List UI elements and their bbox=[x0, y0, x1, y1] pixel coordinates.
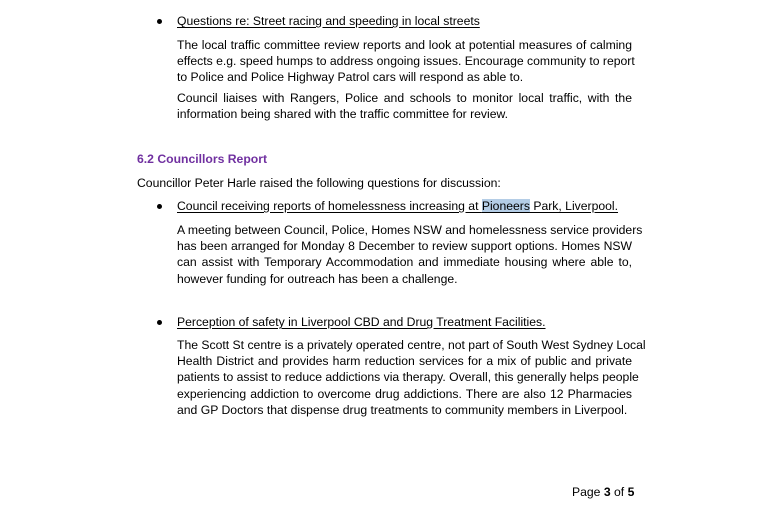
page-label: Page bbox=[572, 485, 601, 499]
bullet-heading bbox=[177, 198, 618, 214]
paragraph-line: A meeting between Council, Police, Homes NSW and homelessness service providers bbox=[177, 223, 643, 237]
paragraph-line: and GP Doctors that dispense drug treatments to community members in Liverpool. bbox=[177, 402, 628, 417]
paragraph-line: patients to assist to reduce addictions via therapy. Overall, this generally helps people bbox=[177, 370, 639, 385]
bullet-text-before: Council receiving reports of homelessness increasing at bbox=[177, 199, 482, 213]
section-heading: 6.2 Councillors Report bbox=[137, 152, 268, 166]
paragraph-line: experiencing addiction to overcome drug addictions. There are also 12 Pharmacies bbox=[177, 386, 632, 401]
paragraph-line: however funding for outreach has been a challenge. bbox=[177, 271, 458, 286]
current-page: 3 bbox=[603, 485, 611, 499]
search-highlight: Pioneers bbox=[481, 199, 530, 213]
paragraph-council-liaises bbox=[177, 90, 632, 122]
bullet-icon bbox=[157, 19, 162, 24]
paragraph-line: Council liaises with Rangers, Police and schools to monitor local traffic, with the bbox=[177, 91, 632, 105]
paragraph-scott-st-centre bbox=[177, 337, 646, 418]
bullet-heading: Perception of safety in Liverpool CBD and Drug Treatment Facilities. bbox=[177, 315, 546, 329]
paragraph-line: The Scott St centre is a privately operated centre, not part of South West Sydney Local bbox=[177, 338, 646, 352]
paragraph-homelessness-meeting bbox=[177, 222, 643, 287]
paragraph-line: has been arranged for Monday 8 December to review support options. Homes NSW bbox=[177, 239, 632, 254]
of-label: of bbox=[614, 485, 625, 499]
paragraph-line: Health District and provides harm reduction services for a mix of public and private bbox=[177, 354, 632, 369]
bullet-text-after: Park, Liverpool. bbox=[529, 199, 619, 213]
paragraph-line: can assist with Temporary Accommodation and immediate housing where able to, bbox=[177, 255, 632, 270]
bullet-heading: Questions re: Street racing and speeding in local streets bbox=[177, 14, 480, 28]
page-number-footer bbox=[572, 485, 634, 499]
paragraph-line: effects e.g. speed humps to address ongoing issues. Encourage community to report bbox=[177, 54, 635, 69]
section-intro: Councillor Peter Harle raised the following questions for discussion: bbox=[137, 176, 501, 190]
paragraph-traffic-committee bbox=[177, 37, 635, 86]
bullet-icon bbox=[157, 204, 162, 209]
bullet-icon bbox=[157, 320, 162, 325]
paragraph-line: to Police and Police Highway Patrol cars will respond as able to. bbox=[177, 70, 524, 85]
paragraph-line: The local traffic committee review reports and look at potential measures of calming bbox=[177, 38, 632, 52]
total-pages: 5 bbox=[627, 485, 635, 499]
paragraph-line: information being shared with the traffic committee for review. bbox=[177, 107, 509, 122]
